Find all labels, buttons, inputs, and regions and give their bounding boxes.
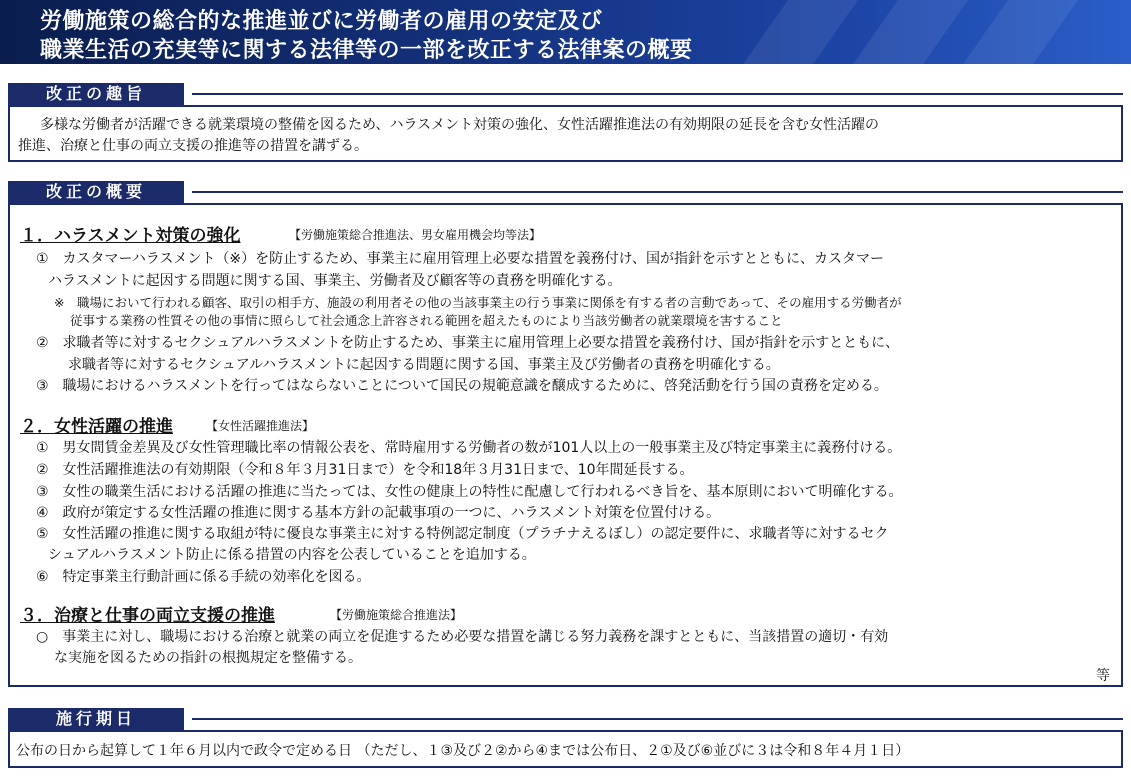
page-title-line2: 職業生活の充実等に関する法律等の一部を改正する法律案の概要 [40,38,693,63]
title-banner [0,0,1131,64]
effective-label: 施行期日 [8,708,184,730]
s1-item1-line2: ハラスメントに起因する問題に関する国、事業主、労働者及び顧客等の責務を明確化する。 [48,273,622,289]
section1-law: 【労働施策総合推進法、男女雇用機会均等法】 [289,228,542,242]
s3-item1-line2: な実施を図るための指針の根拠規定を整備する。 [54,650,362,666]
purpose-label: 改正の趣旨 [8,83,184,105]
s1-note-line1: ※ 職場において行われる顧客、取引の相手方、施設の利用者その他の当該事業主の行う事業に関係を有する者の言動であって、その雇用する労働者が [54,295,902,310]
s1-item3: ③ 職場におけるハラスメントを行ってはならないことについて国民の規範意識を醸成するために、啓発活動を行う国の責務を定める。 [36,378,888,394]
s1-item2-line2: 求職者等に対するセクシュアルハラスメントに起因する問題に関する国、事業主及び労働者の責務を明確化する。 [68,357,780,373]
s2-item5-line2: シュアルハラスメント防止に係る措置の内容を公表していることを追加する。 [48,547,536,563]
s2-item1: ① 男女間賃金差異及び女性管理職比率の情報公表を、常時雇用する労働者の数が101人以上の一般事業主及び特定事業主に義務付ける。 [36,440,902,456]
s2-item6: ⑥ 特定事業主行動計画に係る手続の効率化を図る。 [36,569,371,585]
page-title-line1: 労働施策の総合的な推進並びに労働者の雇用の安定及び [40,9,603,34]
section1-heading: １．ハラスメント対策の強化 [20,226,241,246]
effective-box [8,730,1123,768]
effective-rule [192,718,1123,720]
overview-box [8,203,1123,687]
purpose-text-line1: 多様な労働者が活躍できる就業環境の整備を図るため、ハラスメント対策の強化、女性活躍推進法の有効期限の延長を含む女性活躍の [40,117,880,133]
section3-law: 【労働施策総合推進法】 [330,608,463,622]
overview-label: 改正の概要 [8,181,184,203]
effective-header [8,708,1123,730]
section3-heading: ３．治療と仕事の両立支援の推進 [20,606,275,626]
s3-item1-line1: ○ 事業主に対し、職場における治療と就業の両立を促進するため必要な措置を講じる努力義務を課すとともに、当該措置の適切・有効 [36,629,889,645]
etc-mark: 等 [1096,668,1110,684]
purpose-box [8,105,1123,162]
section2-heading: ２．女性活躍の推進 [20,417,173,437]
overview-rule [192,191,1123,193]
purpose-text-line2: 推進、治療と仕事の両立支援の推進等の措置を講ずる。 [18,138,368,154]
s2-item2: ② 女性活躍推進法の有効期限（令和８年３月31日まで）を令和18年３月31日まで、10年間延長する。 [36,462,694,478]
s1-note-line2: 従事する業務の性質その他の事情に照らして社会通念上許容される範囲を超えたものにより当該労働者の就業環境を害すること [70,313,783,328]
section2-law: 【女性活躍推進法】 [206,419,315,433]
purpose-rule [192,93,1123,95]
s2-item3: ③ 女性の職業生活における活躍の推進に当たっては、女性の健康上の特性に配慮して行われるべき旨を、基本原則において明確化する。 [36,484,903,500]
s1-item2-line1: ② 求職者等に対するセクシュアルハラスメントを防止するため、事業主に雇用管理上必要な措置を義務付け、国が指針を示すとともに、 [36,335,900,351]
s2-item4: ④ 政府が策定する女性活躍の推進に関する基本方針の記載事項の一つに、ハラスメント対策を位置付ける。 [36,505,721,521]
purpose-header [8,83,1123,105]
s2-item5-line1: ⑤ 女性活躍の推進に関する取組が特に優良な事業主に対する特例認定制度（プラチナえるぼし）の認定要件に、求職者等に対するセク [36,526,889,542]
effective-text: 公布の日から起算して１年６月以内で政令で定める日 （ただし、１③及び２②から④までは公布日、２①及び⑥並びに３は令和８年４月１日） [16,743,910,759]
s1-item1-line1: ① カスタマーハラスメント（※）を防止するため、事業主に雇用管理上必要な措置を義務付け、国が指針を示すとともに、カスタマー [36,251,885,267]
overview-header [8,181,1123,203]
